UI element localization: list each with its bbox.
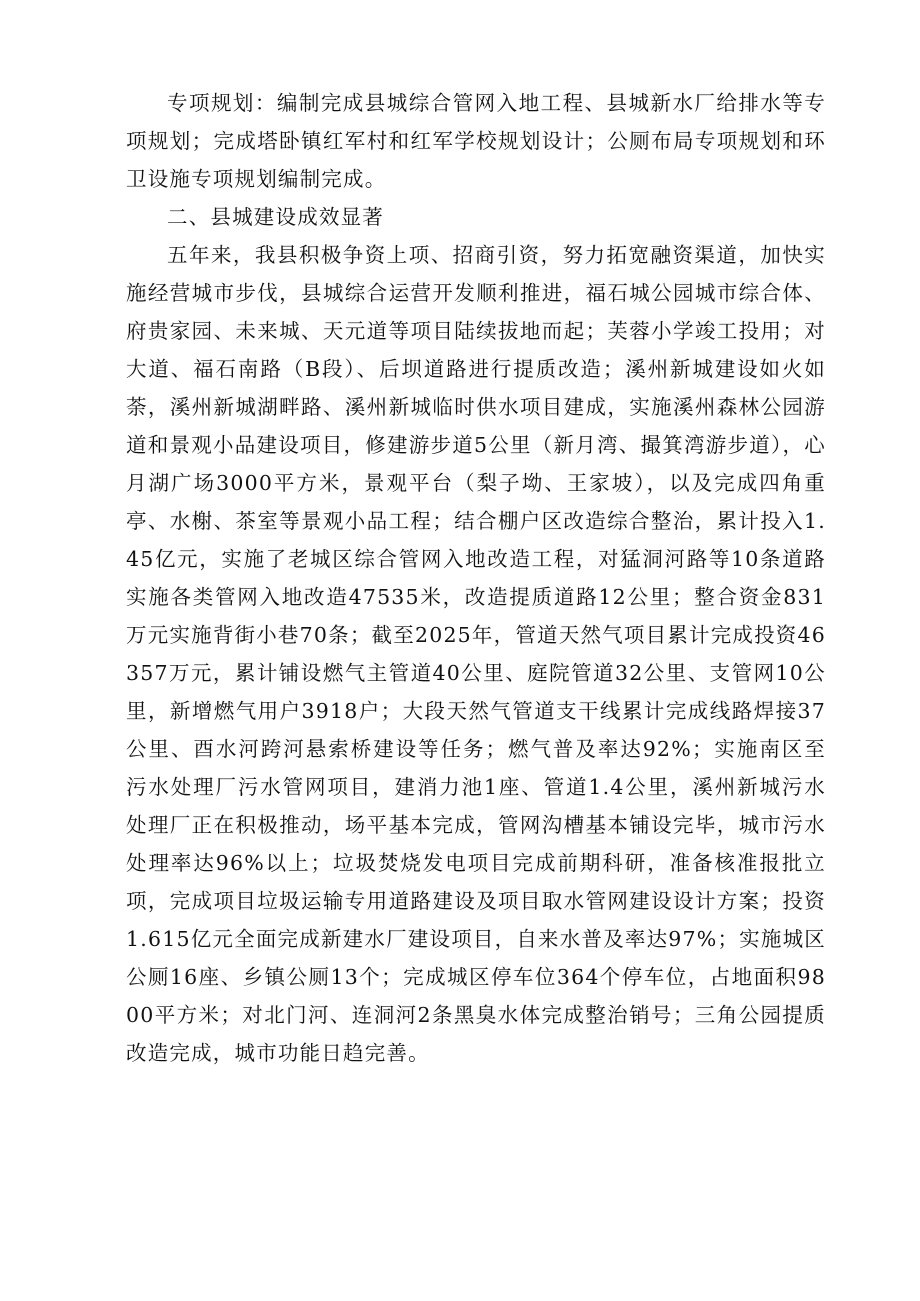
paragraph-special-planning: 专项规划：编制完成县城综合管网入地工程、县城新水厂给排水等专项规划；完成塔卧镇红军村和红军学校规划设计；公厕布局专项规划和环卫设施专项规划编制完成。: [126, 91, 826, 191]
document-body: [126, 84, 826, 1072]
paragraph-county-construction: 五年来，我县积极争资上项、招商引资，努力拓宽融资渠道，加快实施经营城市步伐，县城综合运营开发顺利推进，福石城公园城市综合体、府贵家园、未来城、天元道等项目陆续拔地而起；芙蓉小学竣工投用；对大道、福石南路（B段）、后坝道路进行提质改造；溪州新城建设如火如荼，溪州新城湖畔路、溪州新城临时供水项目建成，实施溪州森林公园游道和景观小品建设项目，修建游步道5公里（新月湾、撮箕湾游步道），心月湖广场3000平方米，景观平台（梨子坳、王家坡），以及完成四角重亭、水榭、茶室等景观小品工程；结合棚户区改造综合整治，累计投入1.45亿元，实施了老城区综合管网入地改造工程，对猛洞河路等10条道路实施各类管网入地改造47535米，改造提质道路12公里；整合资金831万元实施背街小巷70条；截至2025年，管道天然气项目累计完成投资46357万元，累计铺设燃气主管道40公里、庭院管道32公里、支管网10公里，新增燃气用户3918户；大段天然气管道支干线累计完成线路焊接37公里、酉水河跨河悬索桥建设等任务；燃气普及率达92%；实施南区至污水处理厂污水管网项目，建消力池1座、管道1.4公里，溪州新城污水处理厂正在积极推动，场平基本完成，管网沟槽基本铺设完毕，城市污水处理率达96%以上；垃圾焚烧发电项目完成前期科研，准备核准报批立项，完成项目垃圾运输专用道路建设及项目取水管网建设设计方案；投资1.615亿元全面完成新建水厂建设项目，自来水普及率达97%；实施城区公厕16座、乡镇公厕13个；完成城区停车位364个停车位，占地面积9800平方米；对北门河、连洞河2条黑臭水体完成整治销号；三角公园提质改造完成，城市功能日趋完善。: [126, 243, 826, 1065]
section-heading: 二、县城建设成效显著: [167, 205, 384, 229]
